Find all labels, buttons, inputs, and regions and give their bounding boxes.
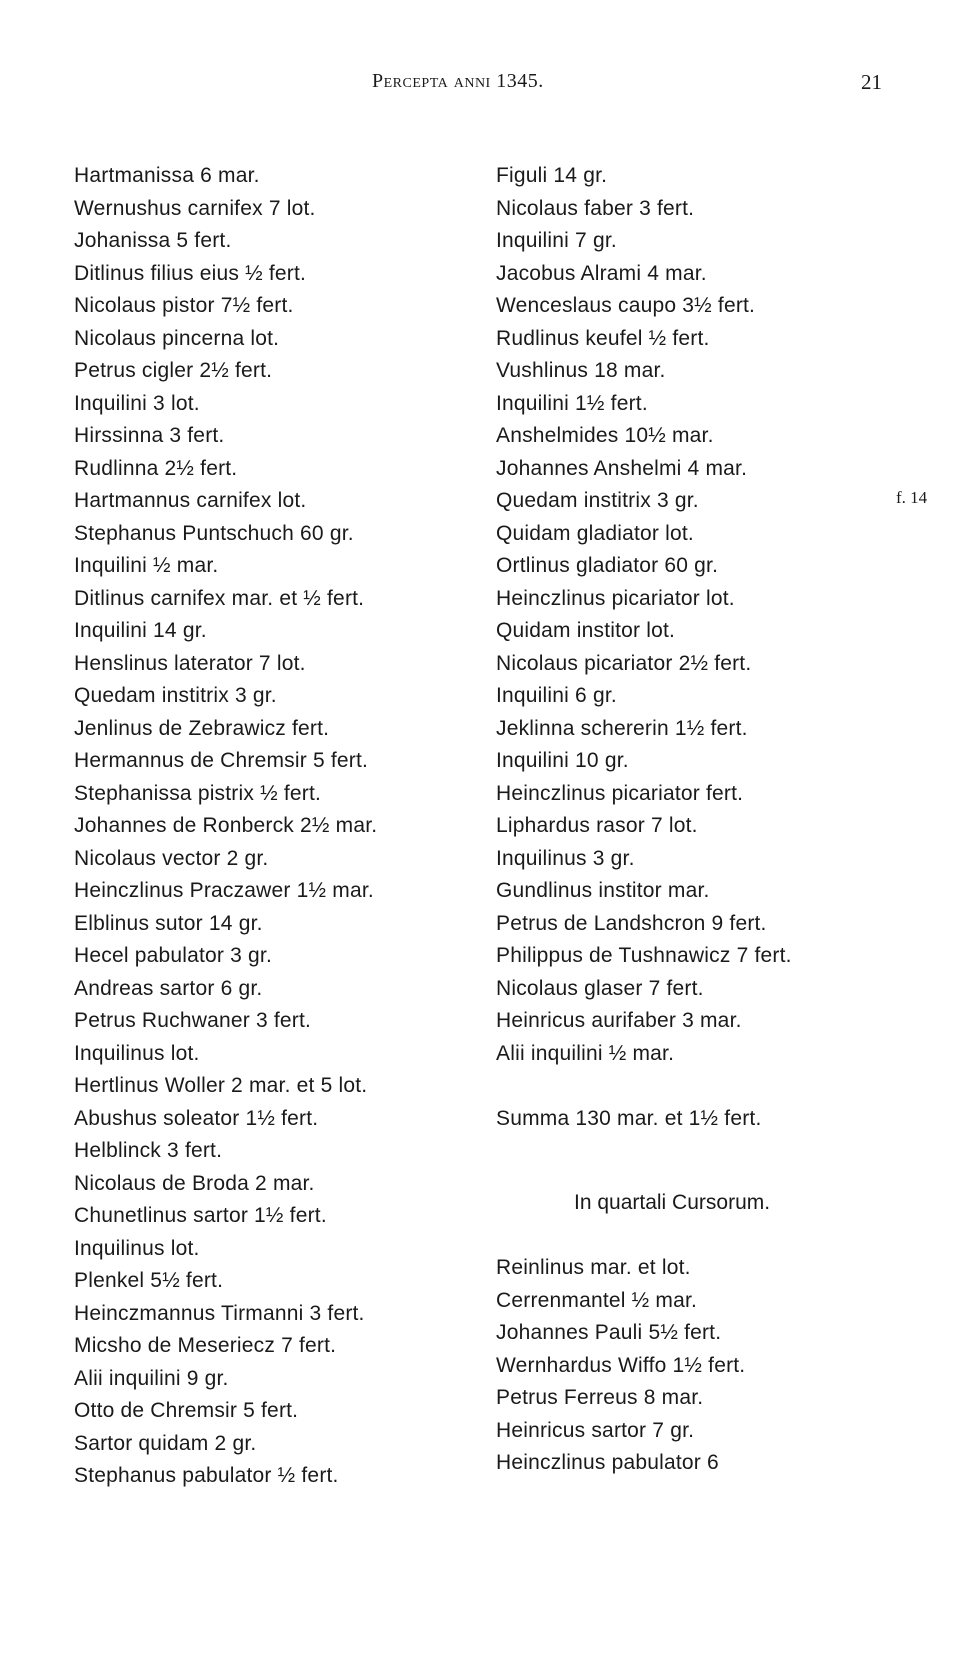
ledger-entry: Quidam gladiator lot. xyxy=(496,521,694,545)
ledger-entry: Johannes Pauli 5½ fert. xyxy=(496,1321,722,1344)
ledger-entry: Heinricus sartor 7 gr. xyxy=(496,1418,695,1442)
ledger-entry: Inquilini 3 lot. xyxy=(74,391,200,415)
ledger-entry: Rudlinna 2½ fert. xyxy=(74,456,238,480)
ledger-entry: Petrus Ruchwaner 3 fert. xyxy=(74,1009,312,1032)
ledger-entry: Sartor quidam 2 gr. xyxy=(74,1431,257,1455)
ledger-entry: Inquilini ½ mar. xyxy=(74,554,219,577)
ledger-entry: Andreas sartor 6 gr. xyxy=(74,976,263,1000)
ledger-entry: Gundlinus institor mar. xyxy=(496,879,710,902)
ledger-entry: Plenkel 5½ fert. xyxy=(74,1269,224,1292)
section-entry-list xyxy=(496,1252,792,1480)
marginal-folio-note: f. 14 xyxy=(896,488,928,507)
ledger-entry: Ditlinus filius eius ½ fert. xyxy=(74,261,307,285)
ledger-entry: Heinczlinus picariator fert. xyxy=(496,781,744,805)
ledger-entry: Nicolaus pincerna lot. xyxy=(74,326,280,350)
ledger-entry: Helblinck 3 fert. xyxy=(74,1139,223,1162)
ledger-entry: Inquilinus 3 gr. xyxy=(496,846,635,870)
ledger-entry: Abushus soleator 1½ fert. xyxy=(74,1106,319,1130)
ledger-entry: Heinczlinus picariator lot. xyxy=(496,586,735,610)
ledger-entry: Petrus de Landshcron 9 fert. xyxy=(496,911,767,935)
ledger-entry: Vushlinus 18 mar. xyxy=(496,359,666,382)
ledger-entry: Ortlinus gladiator 60 gr. xyxy=(496,554,719,577)
spacer xyxy=(496,1070,792,1103)
ledger-entry: Wenceslaus caupo 3½ fert. xyxy=(496,294,756,317)
right-entry-list xyxy=(496,160,792,1070)
ledger-entry: Heinricus aurifaber 3 mar. xyxy=(496,1009,742,1032)
ledger-entry: Inquilini 7 gr. xyxy=(496,229,617,252)
ledger-entry: Figuli 14 gr. xyxy=(496,164,608,187)
summa-line: Summa 130 mar. et 1½ fert. xyxy=(496,1106,762,1130)
ledger-entry: Philippus de Tushnawicz 7 fert. xyxy=(496,944,792,967)
ledger-entry: Nicolaus vector 2 gr. xyxy=(74,846,269,870)
ledger-entry: Quedam institrix 3 gr. xyxy=(74,684,277,707)
ledger-entry: Jenlinus de Zebrawicz fert. xyxy=(74,716,330,740)
ledger-entry: Wernushus carnifex 7 lot. xyxy=(74,196,316,220)
ledger-entry: Hermannus de Chremsir 5 fert. xyxy=(74,749,369,772)
ledger-entry: Alii inquilini 9 gr. xyxy=(74,1366,229,1390)
ledger-entry: Johanissa 5 fert. xyxy=(74,229,232,252)
ledger-entry: Petrus Ferreus 8 mar. xyxy=(496,1386,704,1409)
ledger-entry: Johannes de Ronberck 2½ mar. xyxy=(74,814,378,837)
ledger-entry: Otto de Chremsir 5 fert. xyxy=(74,1399,299,1422)
ledger-entry: Johannes Anshelmi 4 mar. xyxy=(496,456,748,480)
ledger-entry: Alii inquilini ½ mar. xyxy=(496,1041,675,1065)
ledger-entry: Nicolaus glaser 7 fert. xyxy=(496,976,704,1000)
ledger-entry: Quidam institor lot. xyxy=(496,619,676,642)
right-column xyxy=(496,160,792,1480)
running-title: Percepta anni 1345. xyxy=(372,70,544,92)
ledger-entry: Inquilini 6 gr. xyxy=(496,684,617,707)
ledger-entry: Hecel pabulator 3 gr. xyxy=(74,944,272,967)
ledger-entry: Hirssinna 3 fert. xyxy=(74,424,225,447)
ledger-entry: Heinczlinus Praczawer 1½ mar. xyxy=(74,879,374,902)
ledger-entry: Ditlinus carnifex mar. et ½ fert. xyxy=(74,586,365,610)
ledger-entry: Inquilinus lot. xyxy=(74,1236,200,1260)
ledger-entry: Anshelmides 10½ mar. xyxy=(496,424,714,447)
ledger-entry: Inquilini 14 gr. xyxy=(74,619,207,642)
ledger-entry: Jeklinna schererin 1½ fert. xyxy=(496,716,748,740)
page-title xyxy=(372,70,544,93)
ledger-entry: Inquilini 1½ fert. xyxy=(496,391,648,415)
ledger-entry: Inquilinus lot. xyxy=(74,1041,200,1065)
ledger-entry: Liphardus rasor 7 lot. xyxy=(496,814,698,837)
ledger-entry: Elblinus sutor 14 gr. xyxy=(74,911,263,935)
ledger-entry: Nicolaus pistor 7½ fert. xyxy=(74,294,294,317)
ledger-entry: Cerrenmantel ½ mar. xyxy=(496,1288,698,1312)
left-column xyxy=(74,160,377,1493)
ledger-entry: Heinczmannus Tirmanni 3 fert. xyxy=(74,1301,365,1325)
ledger-entry: Hartmannus carnifex lot. xyxy=(74,489,307,512)
ledger-entry: Stephanus Puntschuch 60 gr. xyxy=(74,521,354,545)
spacer xyxy=(496,1135,792,1187)
ledger-entry: Wernhardus Wiffo 1½ fert. xyxy=(496,1353,746,1377)
ledger-entry: Stephanissa pistrix ½ fert. xyxy=(74,781,322,805)
ledger-entry: Heinczlinus pabulator 6 xyxy=(496,1451,719,1474)
ledger-entry: Inquilini 10 gr. xyxy=(496,749,629,772)
ledger-entry: Nicolaus faber 3 fert. xyxy=(496,196,695,220)
ledger-entry: Nicolaus picariator 2½ fert. xyxy=(496,651,752,675)
ledger-entry: Nicolaus de Broda 2 mar. xyxy=(74,1171,315,1195)
spacer xyxy=(496,1220,792,1253)
ledger-entry: Jacobus Alrami 4 mar. xyxy=(496,261,707,285)
ledger-entry: Reinlinus mar. et lot. xyxy=(496,1256,691,1279)
section-heading: In quartali Cursorum. xyxy=(574,1191,771,1214)
ledger-entry: Petrus cigler 2½ fert. xyxy=(74,359,273,382)
ledger-entry: Micsho de Meseriecz 7 fert. xyxy=(74,1334,337,1357)
ledger-entry: Rudlinus keufel ½ fert. xyxy=(496,326,710,350)
ledger-entry: Stephanus pabulator ½ fert. xyxy=(74,1464,339,1487)
ledger-entry: Henslinus laterator 7 lot. xyxy=(74,651,306,675)
ledger-entry: Hartmanissa 6 mar. xyxy=(74,164,260,187)
ledger-entry: Chunetlinus sartor 1½ fert. xyxy=(74,1204,327,1227)
ledger-entry: Hertlinus Woller 2 mar. et 5 lot. xyxy=(74,1074,368,1097)
ledger-entry: Quedam institrix 3 gr. xyxy=(496,489,699,512)
page-number: 21 xyxy=(861,70,882,94)
